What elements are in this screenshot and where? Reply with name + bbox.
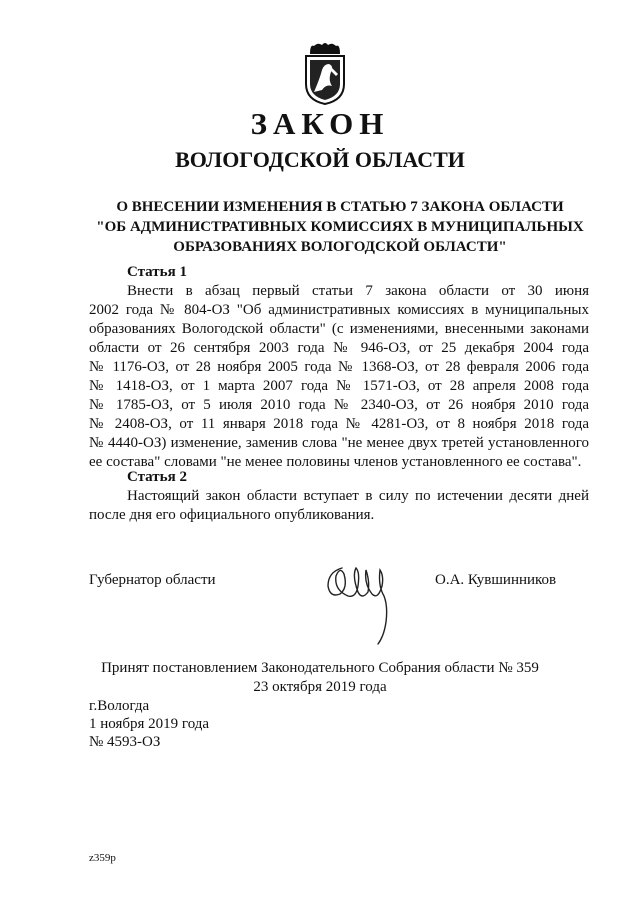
document-subtitle: ВОЛОГОДСКОЙ ОБЛАСТИ bbox=[175, 147, 465, 172]
city: г.Вологда bbox=[89, 698, 150, 714]
signatory-position: Губернатор области bbox=[89, 572, 216, 588]
law-number: № 4593-ОЗ bbox=[89, 734, 161, 750]
document-heading-line: "ОБ АДМИНИСТРАТИВНЫХ КОМИССИЯХ В МУНИЦИПАЛЬНЫХ bbox=[96, 219, 584, 235]
handwritten-signature bbox=[322, 556, 402, 646]
document-heading-line: ОБРАЗОВАНИЯХ ВОЛОГОДСКОЙ ОБЛАСТИ" bbox=[173, 239, 507, 255]
article-2-title: Статья 2 bbox=[127, 469, 187, 485]
article-1-line: № 1418-ОЗ, от 1 марта 2007 года № 1571-ОЗ, от 28 апреля 2008 года bbox=[89, 378, 589, 394]
article-1-line: № 2408-ОЗ, от 11 января 2018 года № 4281-ОЗ, от 8 ноября 2018 года bbox=[89, 416, 589, 432]
coat-of-arms-emblem bbox=[300, 40, 350, 106]
article-2-line: после дня его официального опубликования. bbox=[89, 507, 375, 523]
article-1-line: № 1176-ОЗ, от 28 ноября 2005 года № 1368-ОЗ, от 28 февраля 2006 года bbox=[89, 359, 589, 375]
adoption-date: 23 октября 2019 года bbox=[253, 679, 387, 695]
signing-date: 1 ноября 2019 года bbox=[89, 716, 210, 732]
article-1-line: Внести в абзац первый статьи 7 закона области от 30 июня bbox=[127, 283, 589, 299]
adoption-line: Принят постановлением Законодательного Собрания области № 359 bbox=[101, 660, 539, 676]
document-code: z359р bbox=[89, 852, 116, 864]
article-2-line: Настоящий закон области вступает в силу по истечении десяти дней bbox=[127, 488, 589, 504]
article-1-line: ее состава" словами "не менее половины членов установленного ее состава". bbox=[89, 454, 582, 470]
article-1-title: Статья 1 bbox=[127, 264, 187, 280]
document-title: ЗАКОН bbox=[250, 106, 390, 141]
article-1-line: образованиях Вологодской области" (с изменениями, внесенными законами bbox=[89, 321, 589, 337]
signatory-name: О.А. Кувшинников bbox=[435, 572, 557, 588]
article-1-line: № 1785-ОЗ, от 5 июля 2010 года № 2340-ОЗ, от 26 ноября 2010 года bbox=[89, 397, 589, 413]
article-1-line: области от 26 сентября 2003 года № 946-ОЗ, от 25 декабря 2004 года bbox=[89, 340, 589, 356]
article-1-line: № 4440-ОЗ) изменение, заменив слова "не менее двух третей установленного bbox=[89, 435, 589, 451]
document-heading-line: О ВНЕСЕНИИ ИЗМЕНЕНИЯ В СТАТЬЮ 7 ЗАКОНА ОБЛАСТИ bbox=[116, 199, 564, 215]
article-1-line: 2002 года № 804-ОЗ "Об административных комиссиях в муниципальных bbox=[89, 302, 589, 318]
